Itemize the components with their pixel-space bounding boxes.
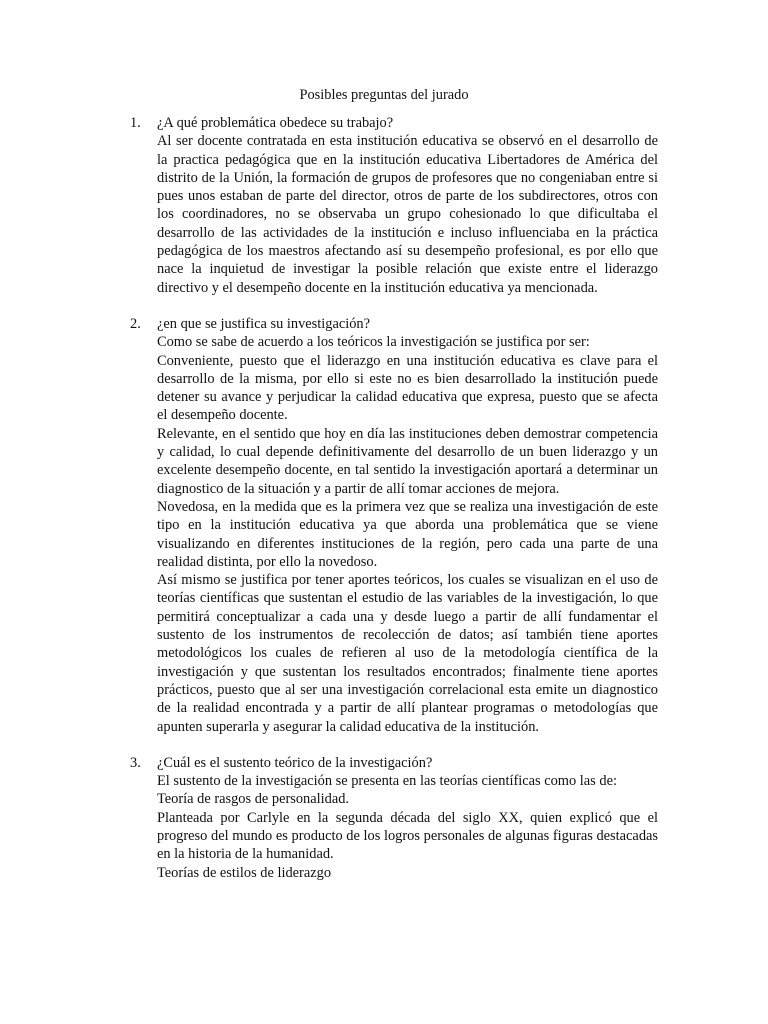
- question-text: ¿Cuál es el sustento teórico de la investigación?: [157, 754, 433, 771]
- list-item: [130, 754, 658, 882]
- question-list: [130, 114, 658, 900]
- answer-paragraph: El sustento de la investigación se presenta en las teorías científicas como las de:: [157, 773, 617, 790]
- item-number: 2.: [130, 315, 141, 332]
- answer-paragraph: Teoría de rasgos de personalidad.: [157, 791, 349, 808]
- answer-paragraph: Conveniente, puesto que el liderazgo en una institución educativa es clave para el desarrollo de la misma, por ello si este no es bien desarrollado la institución puede detener su avance y perjudicar la calidad educativa que expresa, puesto que se afecta el desempeño docente.: [157, 352, 658, 424]
- item-number: 3.: [130, 754, 141, 771]
- answer-paragraph: Relevante, en el sentido que hoy en día las instituciones deben demostrar competencia y calidad, lo cual depende definitivamente del desarrollo de un buen liderazgo y un excelente desempeño docente, en tal sentido la investigación aportará a determinar un diagnostico de la situación y a partir de allí tomar acciones de mejora.: [157, 425, 658, 497]
- answer-paragraph: Teorías de estilos de liderazgo: [157, 864, 332, 881]
- item-body: [157, 114, 658, 297]
- list-item: [130, 114, 658, 297]
- question-text: ¿A qué problemática obedece su trabajo?: [157, 115, 394, 131]
- item-body: [157, 754, 658, 882]
- answer-paragraph: Así mismo se justifica por tener aportes teóricos, los cuales se visualizan en el uso de teorías científicas que sustentan el estudio de las variables de la investigación, lo que permitirá conceptualizar a cada una y desde luego a partir de allí fundamentar el sustento de los instrumentos de recolección de datos; así también tiene aportes metodológicos los cuales de refieren al uso de la metodología científica de la investigación y que sustentan los resultados encontrados; finalmente tiene aportes prácticos, puesto que al ser una investigación correlacional esta emite un diagnostico de la realidad encontrada y a partir de allí plantear programas o metodologías que apunten superarla y asegurar la calidad educativa de la institución.: [157, 572, 658, 735]
- item-number: 1.: [130, 115, 141, 131]
- answer-paragraph: Como se sabe de acuerdo a los teóricos la investigación se justifica por ser:: [157, 334, 590, 351]
- item-body: [157, 315, 658, 736]
- answer-paragraph: Al ser docente contratada en esta institución educativa se observó en el desarrollo de la practica pedagógica que en la institución educativa Libertadores de América del distrito de la Unión, la formación de grupos de profesores que no congeniaban entre si pues unos estaban de parte del director, otros de parte de los subdirectores, otros con los coordinadores, no se observaba un grupo cohesionado lo que dificultaba el desarrollo de las actividades de la institución e incluso influenciaba en la práctica pedagógica de los maestros afectando así su desempeño profesional, es por ello que nace la inquietud de investigar la posible relación que existe entre el liderazgo directivo y el desempeño docente en la institución educativa ya mencionada.: [157, 133, 658, 296]
- answer-paragraph: Novedosa, en la medida que es la primera vez que se realiza una investigación de este tipo en la institución educativa ya que aborda una problemática que se viene visualizando en diferentes instituciones de la región, pero cada una parte de una realidad distinta, por ello la novedoso.: [157, 498, 658, 570]
- question-text: ¿en que se justifica su investigación?: [157, 315, 370, 332]
- list-item: [130, 315, 658, 736]
- answer-paragraph: Planteada por Carlyle en la segunda década del siglo XX, quien explicó que el progreso del mundo es producto de los logros personales de algunas figuras destacadas en la historia de la humanidad.: [157, 809, 658, 863]
- document-title: Posibles preguntas del jurado: [299, 87, 469, 103]
